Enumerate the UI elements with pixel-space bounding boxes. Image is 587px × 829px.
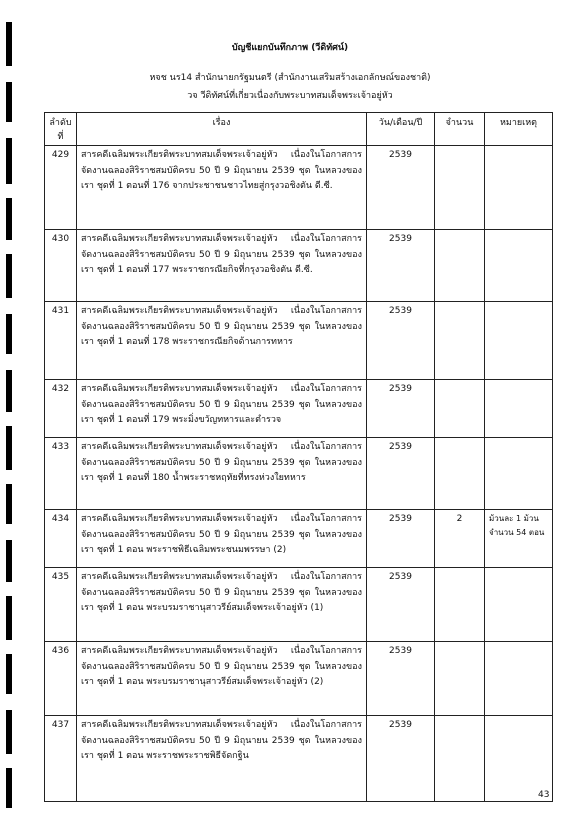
row-title: สารคดีเฉลิมพระเกียรติพระบาทสมเด็จพระเจ้าอยู่หัว เนื่องในโอกาสการจัดงานฉลองสิริราชสมบัติครบ 50 ปี 9 มิถุนายน 2539 ชุด ในหลวงของเรา ชุดที่ 1 ตอนที่ 178 พระราชกรณียกิจด้านการทหาร xyxy=(77,302,367,380)
row-remarks xyxy=(485,568,553,642)
row-quantity xyxy=(435,568,485,642)
row-remarks xyxy=(485,438,553,510)
table-header-row xyxy=(45,113,553,146)
row-number: 434 xyxy=(45,510,77,568)
row-quantity xyxy=(435,230,485,302)
row-title: สารคดีเฉลิมพระเกียรติพระบาทสมเด็จพระเจ้าอยู่หัว เนื่องในโอกาสการจัดงานฉลองสิริราชสมบัติครบ 50 ปี 9 มิถุนายน 2539 ชุด ในหลวงของเรา ชุดที่ 1 ตอน พระบรมราชานุสาวรีย์สมเด็จพระเจ้าอยู่หัว (2) xyxy=(77,642,367,716)
row-number: 431 xyxy=(45,302,77,380)
row-date: 2539 xyxy=(367,716,435,802)
row-number: 429 xyxy=(45,146,77,230)
document-title: บัญชีแยกบันทึกภาพ (วีดิทัศน์) xyxy=(231,43,349,53)
row-title: สารคดีเฉลิมพระเกียรติพระบาทสมเด็จพระเจ้าอยู่หัว เนื่องในโอกาสการจัดงานฉลองสิริราชสมบัติครบ 50 ปี 9 มิถุนายน 2539 ชุด ในหลวงของเรา ชุดที่ 1 ตอนที่ 177 พระราชกรณียกิจที่กรุงวอชิงตัน ดี.ซี. xyxy=(77,230,367,302)
collection-line: หจช นร14 สำนักนายกรัฐมนตรี (สำนักงานเสริมสร้างเอกลักษณ์ของชาติ) xyxy=(149,73,431,83)
row-quantity xyxy=(435,146,485,230)
row-remarks xyxy=(485,302,553,380)
table-row xyxy=(45,230,553,302)
row-title: สารคดีเฉลิมพระเกียรติพระบาทสมเด็จพระเจ้าอยู่หัว เนื่องในโอกาสการจัดงานฉลองสิริราชสมบัติครบ 50 ปี 9 มิถุนายน 2539 ชุด ในหลวงของเรา ชุดที่ 1 ตอน พระบรมราชานุสาวรีย์สมเด็จพระเจ้าอยู่หัว (1) xyxy=(77,568,367,642)
row-remarks: ม้วนละ 1 ม้วน จำนวน 54 ตอน xyxy=(485,510,553,568)
table-row xyxy=(45,146,553,230)
row-number: 435 xyxy=(45,568,77,642)
row-date: 2539 xyxy=(367,230,435,302)
row-quantity xyxy=(435,380,485,438)
row-date: 2539 xyxy=(367,438,435,510)
column-header-remarks: หมายเหตุ xyxy=(485,113,553,146)
column-header-quantity: จำนวน xyxy=(435,113,485,146)
table-row xyxy=(45,568,553,642)
row-date: 2539 xyxy=(367,146,435,230)
row-number: 430 xyxy=(45,230,77,302)
row-date: 2539 xyxy=(367,510,435,568)
row-number: 437 xyxy=(45,716,77,802)
row-date: 2539 xyxy=(367,302,435,380)
row-title: สารคดีเฉลิมพระเกียรติพระบาทสมเด็จพระเจ้าอยู่หัว เนื่องในโอกาสการจัดงานฉลองสิริราชสมบัติครบ 50 ปี 9 มิถุนายน 2539 ชุด ในหลวงของเรา ชุดที่ 1 ตอน พระราชพิธีเฉลิมพระชนมพรรษา (2) xyxy=(77,510,367,568)
row-number: 432 xyxy=(45,380,77,438)
row-quantity xyxy=(435,302,485,380)
table-row xyxy=(45,716,553,802)
row-title: สารคดีเฉลิมพระเกียรติพระบาทสมเด็จพระเจ้าอยู่หัว เนื่องในโอกาสการจัดงานฉลองสิริราชสมบัติครบ 50 ปี 9 มิถุนายน 2539 ชุด ในหลวงของเรา ชุดที่ 1 ตอนที่ 179 พระมิ่งขวัญทหารและตำรวจ xyxy=(77,380,367,438)
table-row xyxy=(45,380,553,438)
row-quantity: 2 xyxy=(435,510,485,568)
table-row xyxy=(45,642,553,716)
row-title: สารคดีเฉลิมพระเกียรติพระบาทสมเด็จพระเจ้าอยู่หัว เนื่องในโอกาสการจัดงานฉลองสิริราชสมบัติครบ 50 ปี 9 มิถุนายน 2539 ชุด ในหลวงของเรา ชุดที่ 1 ตอน พระราชพระราชพิธีจัดกฐิน xyxy=(77,716,367,802)
binding-marks xyxy=(6,22,12,822)
page-number: 43 xyxy=(538,790,550,800)
row-number: 436 xyxy=(45,642,77,716)
row-date: 2539 xyxy=(367,642,435,716)
row-title: สารคดีเฉลิมพระเกียรติพระบาทสมเด็จพระเจ้าอยู่หัว เนื่องในโอกาสการจัดงานฉลองสิริราชสมบัติครบ 50 ปี 9 มิถุนายน 2539 ชุด ในหลวงของเรา ชุดที่ 1 ตอนที่ 180 น้ำพระราชหฤทัยที่ทรงห่วงใยทหาร xyxy=(77,438,367,510)
row-title: สารคดีเฉลิมพระเกียรติพระบาทสมเด็จพระเจ้าอยู่หัว เนื่องในโอกาสการจัดงานฉลองสิริราชสมบัติครบ 50 ปี 9 มิถุนายน 2539 ชุด ในหลวงของเรา ชุดที่ 1 ตอนที่ 176 จากประชาชนชาวไทยสู่กรุงวอชิงตัน ดี.ซี. xyxy=(77,146,367,230)
table-row xyxy=(45,510,553,568)
row-number: 433 xyxy=(45,438,77,510)
series-line: วจ วีดิทัศน์ที่เกี่ยวเนื่องกับพระบาทสมเด็จพระเจ้าอยู่หัว xyxy=(187,91,393,101)
row-quantity xyxy=(435,642,485,716)
row-date: 2539 xyxy=(367,568,435,642)
table-row xyxy=(45,302,553,380)
column-header-subject: เรื่อง xyxy=(77,113,367,146)
register-table xyxy=(44,112,553,802)
row-remarks xyxy=(485,146,553,230)
row-quantity xyxy=(435,438,485,510)
row-remarks xyxy=(485,380,553,438)
column-header-number: ลำดับที่ xyxy=(45,113,77,146)
column-header-date: วัน/เดือน/ปี xyxy=(367,113,435,146)
table-row xyxy=(45,438,553,510)
row-remarks xyxy=(485,230,553,302)
row-remarks xyxy=(485,716,553,802)
row-date: 2539 xyxy=(367,380,435,438)
row-remarks xyxy=(485,642,553,716)
row-quantity xyxy=(435,716,485,802)
